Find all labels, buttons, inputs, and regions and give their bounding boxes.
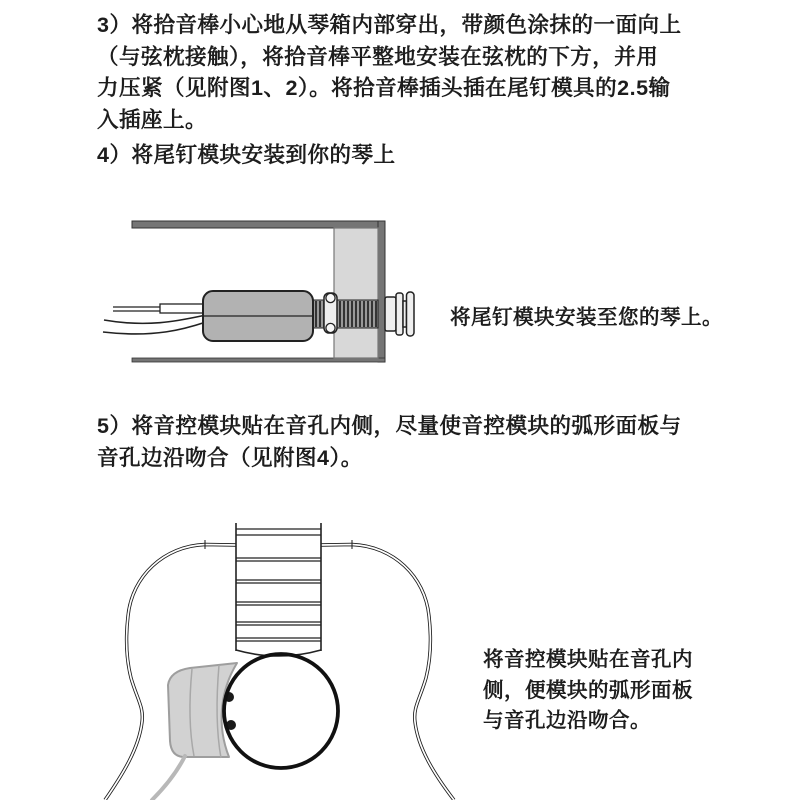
step-3-instructions <box>97 10 681 136</box>
step-3-line-1: 3）将拾音棒小心地从琴箱内部穿出，带颜色涂抹的一面向上 <box>97 13 682 37</box>
sound-hole <box>224 654 338 768</box>
step-3-line-2: （与弦枕接触），将拾音棒平整地安装在弦枕的下方，并用 <box>97 44 659 69</box>
tail-block <box>334 228 378 358</box>
frame-bottom-bar <box>132 358 385 362</box>
soundhole-module-figure <box>92 510 472 800</box>
soundhole-module-diagram <box>92 510 472 800</box>
module-cable <box>152 756 185 800</box>
step-3-line-3: 力压紧（见附图1、2）。将拾音棒插头插在尾钉模具的2.5输 <box>97 76 671 100</box>
guitar-body-outline <box>105 540 454 800</box>
endpin-jack-figure <box>100 204 432 376</box>
endpin-caption-line-1: 将尾钉模块安装至您的琴上。 <box>450 306 723 329</box>
wire-connector <box>160 304 205 313</box>
fret-lines <box>236 529 321 641</box>
step-3-line-4: 入插座上。 <box>97 107 208 132</box>
shaft-nut <box>324 293 337 333</box>
soundhole-caption-line-2: 侧，便模块的弧形面板 <box>483 678 693 702</box>
step-4-line-1: 4）将尾钉模块安装到你的琴上 <box>97 143 396 167</box>
frame-top-bar <box>132 221 385 228</box>
jack-body <box>203 291 313 341</box>
endpin-button <box>385 292 414 336</box>
step-4-instructions <box>97 140 395 172</box>
step-5-line-2: 音孔边沿吻合（见附图4）。 <box>97 445 363 470</box>
soundhole-caption-line-3: 与音孔边沿吻合。 <box>483 709 651 732</box>
endpin-jack-diagram <box>100 204 432 376</box>
control-module <box>168 663 237 758</box>
endpin-figure-caption <box>450 303 723 334</box>
frame-right-bar <box>378 221 385 362</box>
soundhole-caption-line-1: 将音控模块贴在音孔内 <box>483 648 693 671</box>
step-5-line-1: 5）将音控模块贴在音孔内侧，尽量使音控模块的弧形面板与 <box>97 414 682 438</box>
fretboard <box>236 523 321 656</box>
soundhole-figure-caption <box>483 645 693 737</box>
threaded-shaft <box>313 300 378 328</box>
jack-wires <box>103 304 206 334</box>
step-5-instructions <box>97 411 681 474</box>
